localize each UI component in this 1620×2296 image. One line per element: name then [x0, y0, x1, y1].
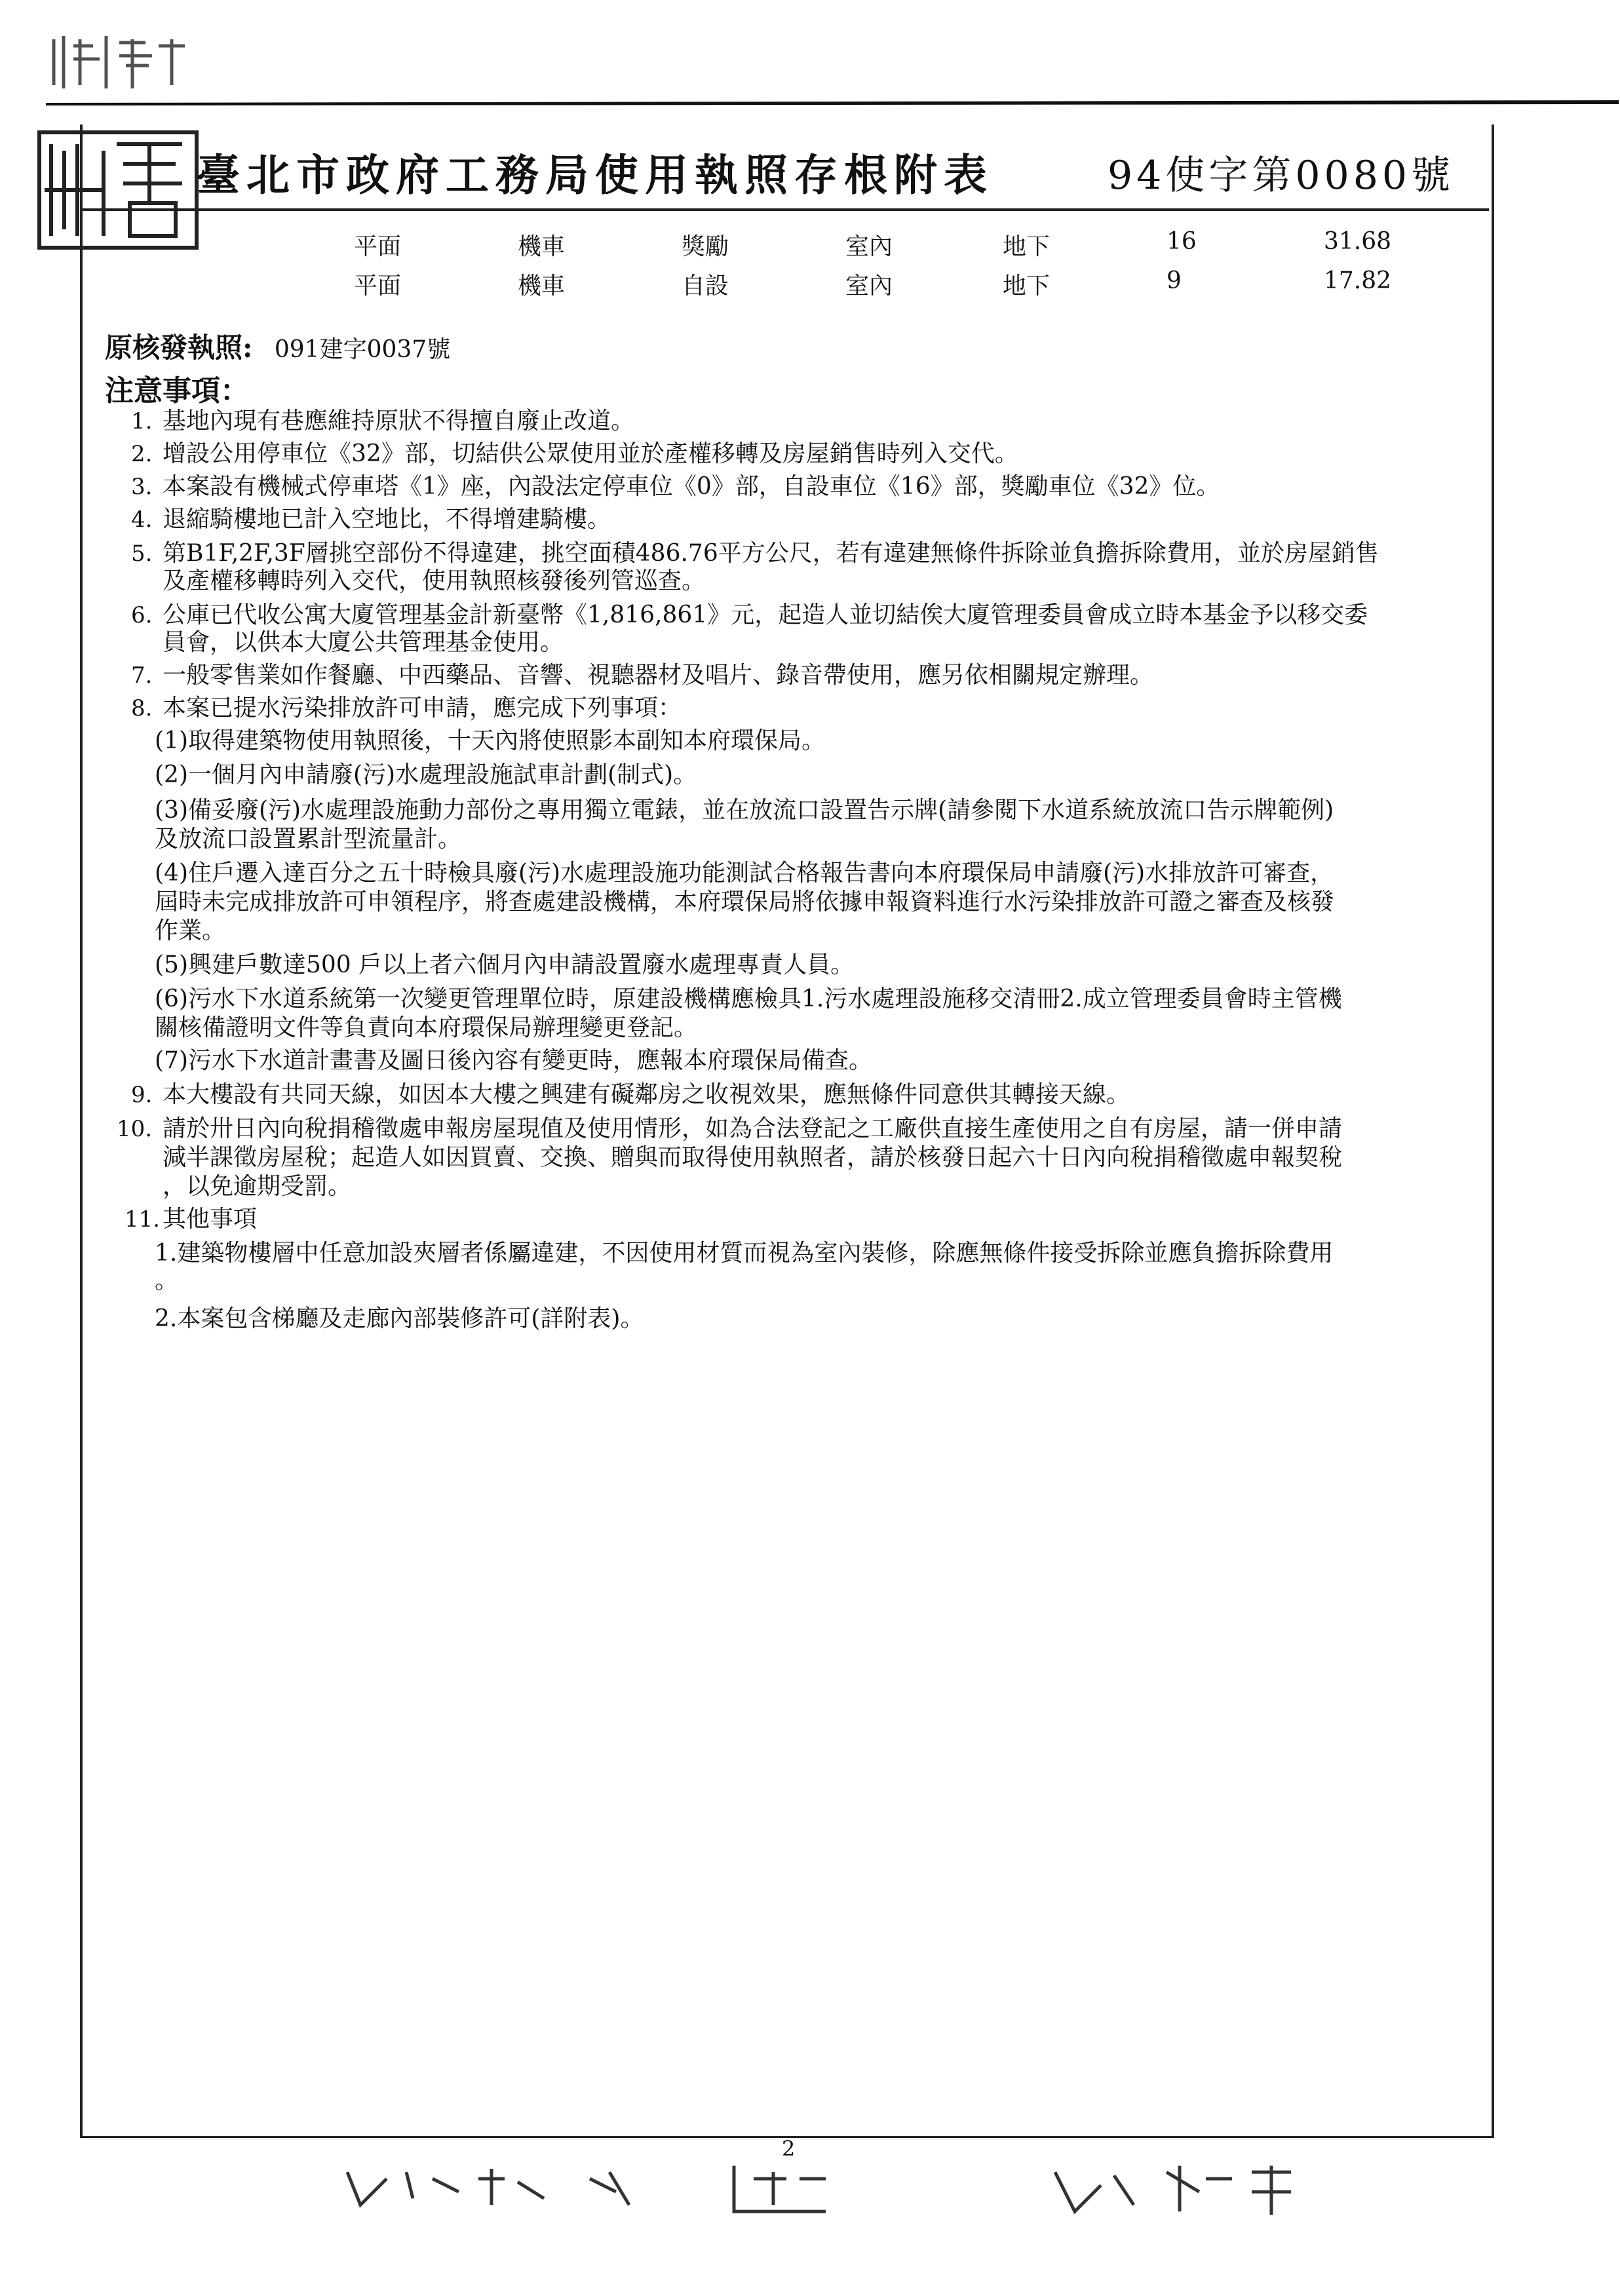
- parking-cell: 16: [1167, 228, 1197, 255]
- note-number: 3.: [131, 474, 153, 500]
- subitem-continuation: 屆時未完成排放許可申領程序，將查處建設機構，本府環保局將依據申報資料進行水污染排放許可證之審查及核發: [155, 889, 1335, 915]
- parking-cell: 機車: [518, 273, 566, 299]
- parking-cell: 地下: [1003, 273, 1051, 299]
- parking-row: [0, 228, 1620, 261]
- note-item: [131, 501, 611, 534]
- page-number: 2: [782, 2136, 796, 2161]
- subitem: (5)興建戶數達500 戶以上者六個月內申請設置廢水處理專責人員。: [155, 951, 855, 978]
- parking-cell: 室內: [845, 273, 893, 299]
- subitem: (7)污水下水道計畫書及圖日後內容有變更時，應報本府環保局備查。: [155, 1047, 872, 1074]
- note-text: 本案已提水污染排放許可申請，應完成下列事項：: [163, 695, 682, 721]
- parking-cell: 機車: [518, 233, 566, 260]
- parking-cell: 平面: [354, 233, 402, 260]
- parking-cell: 室內: [845, 233, 893, 260]
- original-permit-label: 原核發執照:: [105, 332, 253, 364]
- permit-number: 94使字第0080號: [1108, 153, 1455, 199]
- note-item: [131, 689, 682, 723]
- note-number: 4.: [131, 507, 153, 533]
- original-permit: [105, 326, 450, 366]
- notes-heading: 注意事項：: [105, 374, 249, 408]
- subitem: (2)一個月內申請廢(污)水處理設施試車計劃(制式)。: [155, 761, 697, 788]
- subitem: (6)污水下水道系統第一次變更管理單位時，原建設機構應檢具1.污水處理設施移交清冊2.成立管理委員會時主管機: [155, 985, 1342, 1012]
- note-item: [131, 468, 1220, 501]
- note-text: 一般零售業如作餐廳、中西藥品、音響、視聽器材及唱片、錄音帶使用，應另依相關規定辦理。: [163, 662, 1154, 689]
- parking-cell: 地下: [1003, 233, 1051, 260]
- note-text: 本大樓設有共同天線，如因本大樓之興建有礙鄰房之收視效果，應無條件同意供其轉接天線。: [163, 1081, 1130, 1108]
- note-number: 8.: [131, 695, 153, 721]
- note-item: [125, 1200, 257, 1234]
- other-item: 1.建築物樓層中任意加設夾層者係屬違建，不因使用材質而視為室內裝修，除應無條件接受拆除並應負擔拆除費用: [155, 1240, 1334, 1267]
- note-number: 11.: [125, 1206, 161, 1233]
- parking-cell: 自設: [682, 273, 729, 299]
- parking-row: [0, 267, 1620, 300]
- signature-mark-icon: [328, 2152, 1311, 2225]
- subitem-continuation: 關核備證明文件等負責向本府環保局辦理變更登記。: [155, 1014, 698, 1041]
- corner-stamp-icon: [41, 26, 204, 98]
- subitem-continuation: 作業。: [155, 917, 226, 944]
- note-number: 5.: [131, 541, 153, 567]
- note-text: 退縮騎樓地已計入空地比，不得增建騎樓。: [163, 506, 611, 533]
- note-text: 公庫已代收公寓大廈管理基金計新臺幣《1,816,861》元，起造人並切結俟大廈管理委員會成立時本基金予以移交委: [163, 602, 1368, 628]
- note-number: 7.: [131, 662, 153, 689]
- parking-cell: 平面: [354, 273, 402, 299]
- note-number: 10.: [117, 1116, 153, 1142]
- subitem-continuation: 及放流口設置累計型流量計。: [155, 826, 462, 852]
- note-continuation: ，以免逾期受罰。: [163, 1173, 352, 1200]
- note-item: [131, 1076, 1130, 1109]
- note-text: 請於卅日內向稅捐稽徵處申報房屋現值及使用情形，如為合法登記之工廠供直接生產使用之自有房屋，請一併申請: [163, 1115, 1343, 1142]
- subitem: (1)取得建築物使用執照後，十天內將使照影本副知本府環保局。: [155, 727, 825, 754]
- page-title: 臺北市政府工務局使用執照存根附表: [197, 149, 993, 201]
- note-number: 9.: [131, 1082, 153, 1108]
- note-item: [131, 435, 1018, 469]
- note-text: 第B1F,2F,3F層挑空部份不得違建，挑空面積486.76平方公尺，若有違建無條件拆除並負擔拆除費用，並於房屋銷售: [163, 540, 1379, 567]
- note-text: 增設公用停車位《32》部，切結供公眾使用並於產權移轉及房屋銷售時列入交代。: [163, 440, 1018, 467]
- parking-cell: 17.82: [1324, 267, 1392, 294]
- parking-cell: 9: [1167, 267, 1182, 294]
- parking-cell: 獎勵: [682, 233, 729, 260]
- note-continuation: 及產權移轉時列入交代，使用執照核發後列管巡查。: [163, 567, 706, 594]
- other-item: 2.本案包含梯廳及走廊內部裝修許可(詳附表)。: [155, 1305, 644, 1332]
- note-continuation: 員會，以供本大廈公共管理基金使用。: [163, 629, 564, 656]
- note-text: 本案設有機械式停車塔《1》座，內設法定停車位《0》部，自設車位《16》部，獎勵車位《32》位。: [163, 473, 1220, 500]
- note-text: 基地內現有巷應維持原狀不得擅自廢止改道。: [163, 408, 635, 434]
- note-number: 1.: [131, 408, 153, 434]
- note-item: [131, 657, 1153, 690]
- top-rule: [46, 95, 1619, 109]
- header-divider: [83, 208, 1489, 211]
- note-number: 2.: [131, 441, 153, 467]
- other-item-continuation: 。: [155, 1267, 179, 1294]
- subitem: (4)住戶遷入達百分之五十時檢具廢(污)水處理設施功能測試合格報告書向本府環保局申請廢(污)水排放許可審查，: [155, 860, 1334, 887]
- note-item: [131, 402, 634, 436]
- note-number: 6.: [131, 602, 153, 628]
- original-permit-value: 091建字0037號: [274, 336, 451, 363]
- subitem: (3)備妥廢(污)水處理設施動力部份之專用獨立電錶，並在放流口設置告示牌(請參閱下水道系統放流口告示牌範例): [155, 797, 1334, 824]
- note-continuation: 減半課徵房屋稅；起造人如因買賣、交換、贈與而取得使用執照者，請於核發日起六十日內向稅捐稽徵處申報契稅: [163, 1144, 1343, 1171]
- note-text: 其他事項: [163, 1206, 258, 1233]
- parking-cell: 31.68: [1324, 228, 1392, 255]
